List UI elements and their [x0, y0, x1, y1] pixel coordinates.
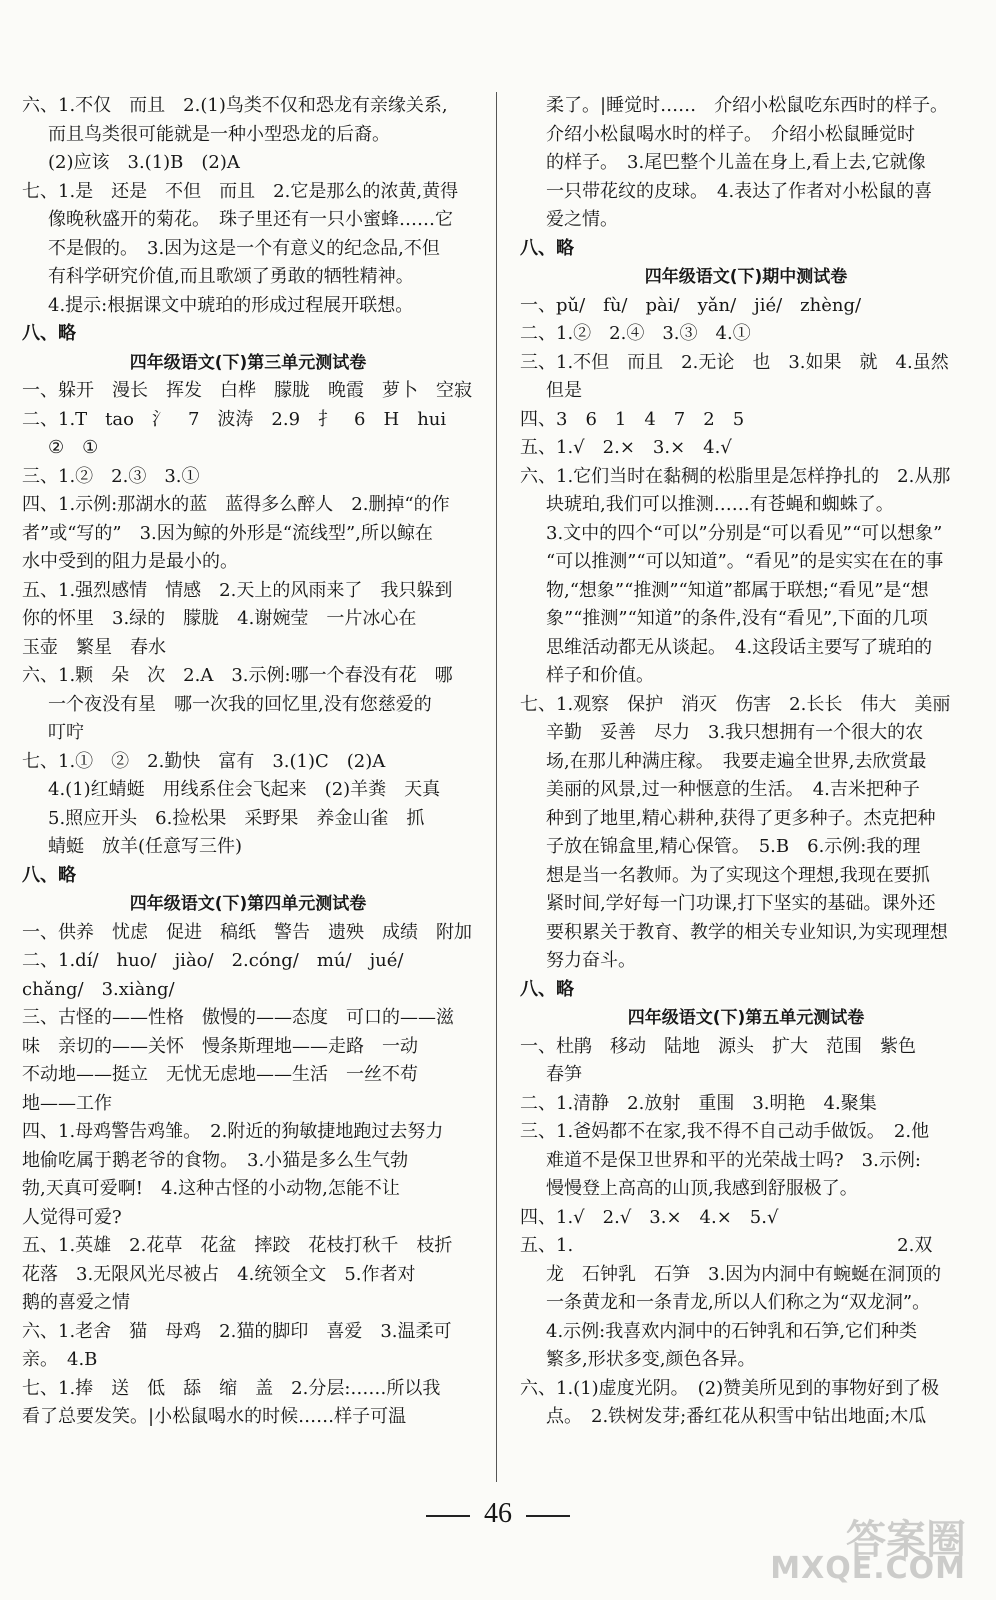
answer-line: 龙 石钟乳 石笋 3.因为内洞中有蜿蜒在洞顶的 [546, 1263, 942, 1285]
answer-line: 二、1.dí/ huo/ jiào/ 2.cóng/ mú/ jué/ [22, 950, 404, 971]
answer-line: 四、1.√ 2.√ 3.× 4.× 5.√ [520, 1206, 779, 1228]
answer-line: 你的怀里 3.绿的 朦胧 4.谢婉莹 一片冰心在 [22, 608, 417, 629]
answer-line: 七、1.① ② 2.勤快 富有 3.(1)C (2)A [22, 750, 386, 772]
left-column [22, 92, 474, 1432]
answer-line: 三、古怪的——性格 傲慢的——态度 可口的——滋 [22, 1007, 454, 1028]
answer-line: 4.示例:我喜欢内洞中的石钟乳和石笋,它们种类 [546, 1320, 917, 1342]
answer-line: 二、1.T tao 氵 7 波涛 2.9 扌 6 H hui [22, 408, 447, 430]
answer-line: 思维活动都无从谈起。 4.这段话主要写了琥珀的 [546, 636, 933, 658]
answer-line: 紧时间,学好每一门功课,打下坚实的基础。课外还 [546, 893, 936, 914]
right-column [520, 92, 972, 1432]
answer-line: 叮咛 [48, 722, 84, 743]
answer-line: 柔了。|睡觉时…… 介绍小松鼠吃东西时的样子。 [546, 95, 949, 116]
answer-line: 人觉得可爱? [22, 1206, 122, 1228]
answer-line: 三、1.不但 而且 2.无论 也 3.如果 就 4.虽然 [520, 351, 949, 373]
answer-line: 四、1.母鸡警告鸡雏。 2.附近的狗敏捷地跑过去努力 [22, 1121, 444, 1142]
answer-line: 点。 2.铁树发芽;番红花从积雪中钻出地面;木瓜 [546, 1406, 927, 1427]
answer-line: 一条黄龙和一条青龙,所以人们称之为“双龙洞”。 [546, 1292, 931, 1313]
answer-line: 美丽的风景,过一种惬意的生活。 4.吉米把种子 [546, 779, 920, 800]
answer-line: 的样子。 3.尾巴整个儿盖在身上,看上去,它就像 [546, 152, 926, 173]
answer-line: 不动地——挺立 无忧无虑地——生活 一丝不苟 [22, 1064, 418, 1085]
footer-dash-right [526, 1515, 570, 1517]
answer-line: 春笋 [546, 1064, 582, 1085]
answer-line: 勃,天真可爱啊! 4.这种古怪的小动物,怎能不让 [22, 1178, 400, 1199]
answer-line: 介绍小松鼠喝水时的样子。 介绍小松鼠睡觉时 [546, 123, 915, 145]
answer-line: 八、略 [22, 864, 76, 886]
section-title: 四年级语文(下)第三单元测试卷 [129, 352, 367, 373]
answer-line: 4.(1)红蜻蜓 用线系住会飞起来 (2)羊粪 天真 [48, 779, 441, 800]
answer-line: 六、1.(1)虚度光阴。 (2)赞美所见到的事物好到了极 [520, 1377, 940, 1399]
watermark-text: 答案圈 [846, 1517, 966, 1563]
answer-line: “可以推测”“可以知道”。“看见”的是实实在在的事 [546, 551, 944, 572]
answer-line: 块琥珀,我们可以推测……有苍蝇和蜘蛛了。 [546, 494, 894, 515]
answer-line: 六、1.不仅 而且 2.(1)鸟类不仅和恐龙有亲缘关系, [22, 95, 448, 116]
answer-line: 八、略 [22, 323, 76, 344]
answer-line: 三、1.爸妈都不在家,我不得不自己动手做饭。 2.他 [520, 1121, 930, 1142]
answer-line: 一个夜没有星 哪一次我的回忆里,没有您慈爱的 [48, 693, 432, 715]
answer-line: 二、1.② 2.④ 3.③ 4.① [520, 323, 751, 344]
answer-line: 二、1.清静 2.放射 重围 3.明艳 4.聚集 [520, 1092, 877, 1114]
answer-line: 鹅的喜爱之情 [22, 1292, 130, 1313]
answer-line: 看了总要发笑。|小松鼠喝水的时候……样子可温 [22, 1406, 407, 1427]
answer-line: 物,“想象”“推测”“知道”都属于联想;“看见”是“想 [546, 579, 929, 601]
answer-line: 者”或“写的” 3.因为鲸的外形是“流线型”,所以鲸在 [22, 522, 433, 544]
answer-line: 繁多,形状多变,颜色各异。 [546, 1349, 756, 1370]
answer-line: 味 亲切的——关怀 慢条斯理地——走路 一动 [22, 1035, 418, 1057]
answer-line: 地——工作 [22, 1092, 112, 1114]
answer-line: 一只带花纹的皮球。 4.表达了作者对小松鼠的喜 [546, 180, 933, 202]
answer-line: 3.文中的四个“可以”分别是“可以看见”“可以想象” [546, 522, 943, 544]
answer-line: 玉壶 繁星 春水 [22, 636, 166, 658]
answer-line: 亲。 4.B [22, 1349, 98, 1370]
section-title: 四年级语文(下)期中测试卷 [644, 267, 848, 287]
answer-line: 五、1.英雄 2.花草 花盆 摔跤 花枝打秋千 枝折 [22, 1235, 453, 1256]
answer-line: 努力奋斗。 [546, 950, 636, 971]
answer-line: 六、1.老舍 猫 母鸡 2.猫的脚印 喜爱 3.温柔可 [22, 1320, 452, 1342]
column-divider [496, 92, 497, 1482]
answer-line: 四、3 6 1 4 7 2 5 [520, 408, 745, 430]
answer-line: 难道不是保卫世界和平的光荣战士吗? 3.示例: [546, 1149, 921, 1171]
answer-line: 五、1. 2.双 [520, 1235, 933, 1256]
answer-line: 六、1.颗 朵 次 2.A 3.示例:哪一个春没有花 哪 [22, 665, 453, 686]
answer-line: 样子和价值。 [546, 665, 654, 686]
answer-line: 一、供养 忧虑 促进 稿纸 警告 遗殃 成绩 附加 [22, 921, 472, 943]
answer-line: 一、躲开 漫长 挥发 白桦 朦胧 晚霞 萝卜 空寂 [22, 380, 472, 401]
answer-line: 七、1.观察 保护 消灭 伤害 2.长长 伟大 美丽 [520, 693, 951, 715]
section-title: 四年级语文(下)第四单元测试卷 [129, 894, 367, 914]
answer-line: 不是假的。 3.因为这是一个有意义的纪念品,不但 [48, 237, 440, 259]
answer-line: 蜻蜓 放羊(任意写三件) [48, 836, 243, 857]
answer-line: 八、略 [520, 978, 574, 1000]
answer-line: (2)应该 3.(1)B (2)A [48, 152, 240, 173]
answer-line: 爱之情。 [546, 209, 618, 230]
answer-line: chǎng/ 3.xiàng/ [22, 978, 175, 1000]
answer-line: 四、1.示例:那湖水的蓝 蓝得多么醉人 2.删掉“的作 [22, 494, 450, 515]
footer-dash-left [426, 1515, 470, 1517]
answer-line: 地偷吃属于鹅老爷的食物。 3.小猫是多么生气勃 [22, 1149, 409, 1171]
answer-line: 一、杜鹃 移动 陆地 源头 扩大 范围 紫色 [520, 1035, 916, 1057]
page-number: 46 [484, 1498, 512, 1529]
answer-line: 子放在锦盒里,精心保管。 5.B 6.示例:我的理 [546, 836, 921, 857]
answer-line: 而且鸟类很可能就是一种小型恐龙的后裔。 [48, 123, 390, 145]
answer-line: 象”“推测”“知道”的条件,没有“看见”,下面的几项 [546, 608, 928, 629]
answer-line: 想是当一名教师。为了实现这个理想,我现在要抓 [546, 864, 930, 886]
answer-line: 水中受到的阻力是最小的。 [22, 551, 238, 572]
watermark-url: MXQE.COM [770, 1551, 966, 1586]
answer-line: 一、pǔ/ fù/ pài/ yǎn/ jié/ zhèng/ [520, 294, 862, 316]
answer-line: 八、略 [520, 237, 574, 259]
answer-line: 有科学研究价值,而且歌颂了勇敢的牺牲精神。 [48, 266, 414, 287]
answer-line: 5.照应开头 6.捡松果 采野果 养金山雀 抓 [48, 807, 425, 829]
section-title: 四年级语文(下)第五单元测试卷 [627, 1008, 865, 1028]
answer-line: 种到了地里,精心耕种,获得了更多种子。杰克把种 [546, 807, 936, 829]
answer-line: ② ① [48, 437, 99, 458]
answer-line: 三、1.② 2.③ 3.① [22, 465, 200, 487]
answer-line: 五、1.√ 2.× 3.× 4.√ [520, 437, 732, 458]
answer-line: 六、1.它们当时在黏稠的松脂里是怎样挣扎的 2.从那 [520, 465, 951, 487]
answer-line: 花落 3.无限风光尽被占 4.统领全文 5.作者对 [22, 1263, 416, 1285]
answer-line: 辛勤 妥善 尽力 3.我只想拥有一个很大的农 [546, 722, 924, 743]
answer-line: 五、1.强烈感情 情感 2.天上的风雨来了 我只躲到 [22, 579, 453, 601]
answer-line: 场,在那儿种满庄稼。 我要走遍全世界,去欣赏最 [546, 750, 927, 772]
answer-line: 4.提示:根据课文中琥珀的形成过程展开联想。 [48, 294, 414, 316]
answer-line: 像晚秋盛开的菊花。 珠子里还有一只小蜜蜂……它 [48, 209, 453, 230]
answer-line: 但是 [546, 380, 582, 401]
answer-line: 七、1.捧 送 低 舔 缩 盖 2.分层:……所以我 [22, 1377, 441, 1399]
watermark-logo [756, 1506, 976, 1586]
answer-line: 七、1.是 还是 不但 而且 2.它是那么的浓黄,黄得 [22, 180, 459, 202]
answer-line: 要积累关于教育、教学的相关专业知识,为实现理想 [546, 921, 948, 943]
answer-line: 慢慢登上高高的山顶,我感到舒服极了。 [546, 1178, 858, 1199]
